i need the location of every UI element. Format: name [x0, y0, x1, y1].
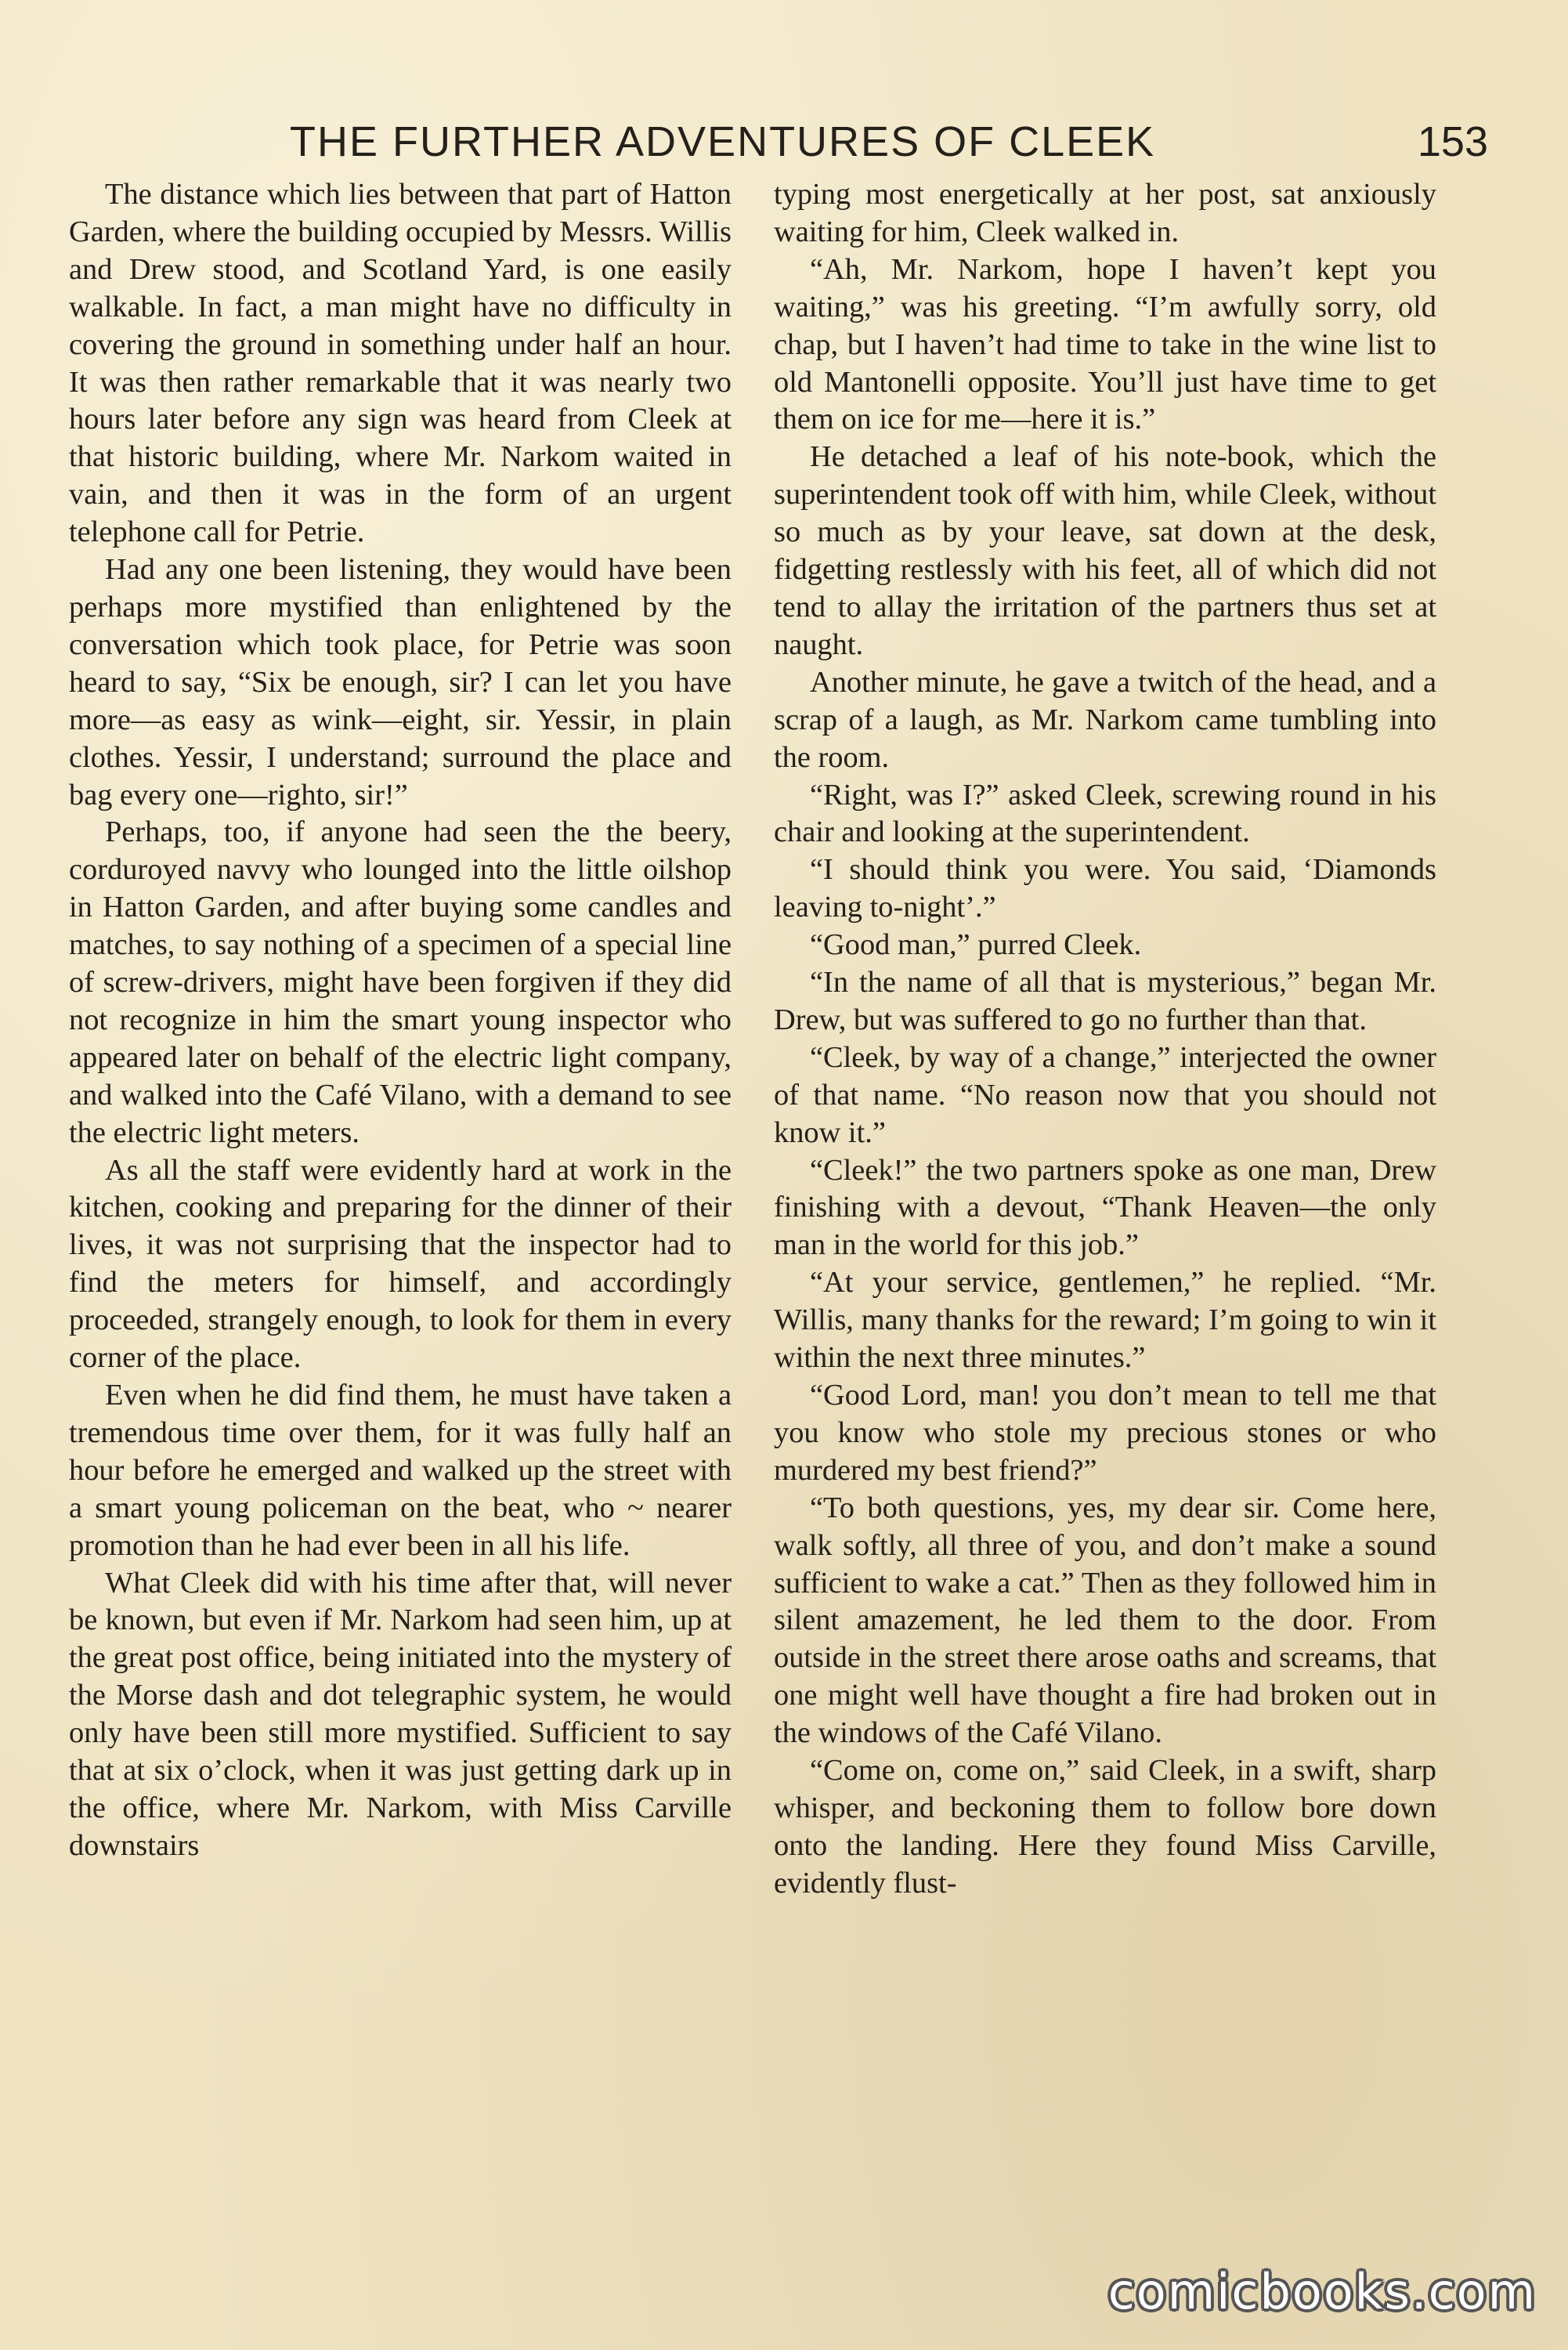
paragraph: “Good man,” purred Cleek.: [810, 928, 1142, 962]
page-number: 153: [1417, 118, 1488, 165]
paragraph: “Come on, come on,” said Cleek, in a swift, sharp whisper, and beckoning them to follow bore down onto the landing. Here they found Miss Carville, evidently flust-: [774, 1754, 1436, 1900]
paragraph: “In the name of all that is mysterious,” began Mr. Drew, but was suffered to go no further than that.: [774, 966, 1436, 1036]
paragraph: “To both questions, yes, my dear sir. Come here, walk softly, all three of you, and don’t make a sound sufficient to wake a cat.” Then as they followed him in silent amazement, he led them to the door. From outside in the street there arose oaths and screams, that one might well have thought a fire had broken out in the windows of the Café Vilano.: [774, 1491, 1436, 1750]
right-column: [774, 176, 1436, 1903]
paragraph: Perhaps, too, if anyone had seen the the beery, corduroyed navvy who lounged into the little oilshop in Hatton Garden, and after buying some candles and matches, to say nothing of a specimen of a special line of screw-drivers, might have been forgiven if they did not recognize in him the smart young inspector who appeared later on behalf of the electric light company, and walked into the Café Vilano, with a demand to see the electric light meters.: [69, 815, 732, 1149]
paragraph: “Ah, Mr. Narkom, hope I haven’t kept you waiting,” was his greeting. “I’m awfully sorry, old chap, but I haven’t had time to take in the wine list to old Mantonelli opposite. You’ll just have time to get them on ice for me—here it is.”: [774, 252, 1436, 436]
paragraph: Another minute, he gave a twitch of the head, and a scrap of a laugh, as Mr. Narkom came tumbling into the room.: [774, 665, 1436, 774]
paragraph: As all the staff were evidently hard at work in the kitchen, cooking and preparing for the dinner of their lives, it was not surprising that the inspector had to find the meters for himself, and accordingly proceeded, strangely enough, to look for them in every corner of the place.: [69, 1153, 732, 1375]
paragraph: Even when he did find them, he must have taken a tremendous time over them, for it was fully half an hour before he emerged and walked up the street with a smart young policeman on the beat, who ~ nearer promotion than he had ever been in all his life.: [69, 1379, 732, 1562]
paragraph: Had any one been listening, they would have been perhaps more mystified than enlightened by the conversation which took place, for Petrie was soon heard to say, “Six be enough, sir? I can let you have more—as easy as wink—eight, sir. Yessir, in plain clothes. Yessir, I understand; surround the place and bag every one—righto, sir!”: [69, 553, 732, 812]
paragraph: The distance which lies between that part of Hatton Garden, where the building occupied by Messrs. Willis and Drew stood, and Scotland Yard, is one easily walkable. In fact, a man might have no difficulty in covering the ground in something under half an hour. It was then rather remarkable that it was nearly two hours later before any sign was heard from Cleek at that historic building, where Mr. Narkom waited in vain, and then it was in the form of an urgent telephone call for Petrie.: [69, 178, 732, 549]
paragraph: “At your service, gentlemen,” he replied. “Mr. Willis, many thanks for the reward; I’m going to win it within the next three minutes.”: [774, 1266, 1436, 1375]
paragraph: “Cleek, by way of a change,” interjected the owner of that name. “No reason now that you should not know it.”: [774, 1040, 1436, 1149]
paragraph: He detached a leaf of his note-book, which the superintendent took off with him, while Cleek, without so much as by your leave, sat down at the desk, fidgetting restlessly with his feet, all of which did not tend to allay the irritation of the partners thus set at naught.: [774, 440, 1436, 661]
paragraph: “Good Lord, man! you don’t mean to tell me that you know who stole my precious stones or who murdered my best friend?”: [774, 1379, 1436, 1487]
paragraph: “Right, was I?” asked Cleek, screwing round in his chair and looking at the superintendent.: [774, 778, 1436, 849]
left-column: [69, 176, 732, 1865]
page-header: [70, 118, 1488, 180]
paragraph: “Cleek!” the two partners spoke as one man, Drew finishing with a devout, “Thank Heaven—the only man in the world for this job.”: [774, 1153, 1436, 1262]
running-title: THE FURTHER ADVENTURES OF CLEEK: [290, 118, 1156, 165]
paragraph: What Cleek did with his time after that, will never be known, but even if Mr. Narkom had seen him, up at the great post office, being initiated into the mystery of the Morse dash and dot telegraphic system, he would only have been still more mystified. Sufficient to say that at six o’clock, when it was just getting dark up in the office, where Mr. Narkom, with Miss Carville downstairs: [69, 1566, 732, 1862]
paragraph: “I should think you were. You said, ‘Diamonds leaving to-night’.”: [774, 853, 1436, 924]
paragraph-continuation: typing most energetically at her post, sat anxiously waiting for him, Cleek walked in.: [774, 178, 1436, 248]
source-watermark: comicbooks.com: [1107, 2263, 1537, 2320]
